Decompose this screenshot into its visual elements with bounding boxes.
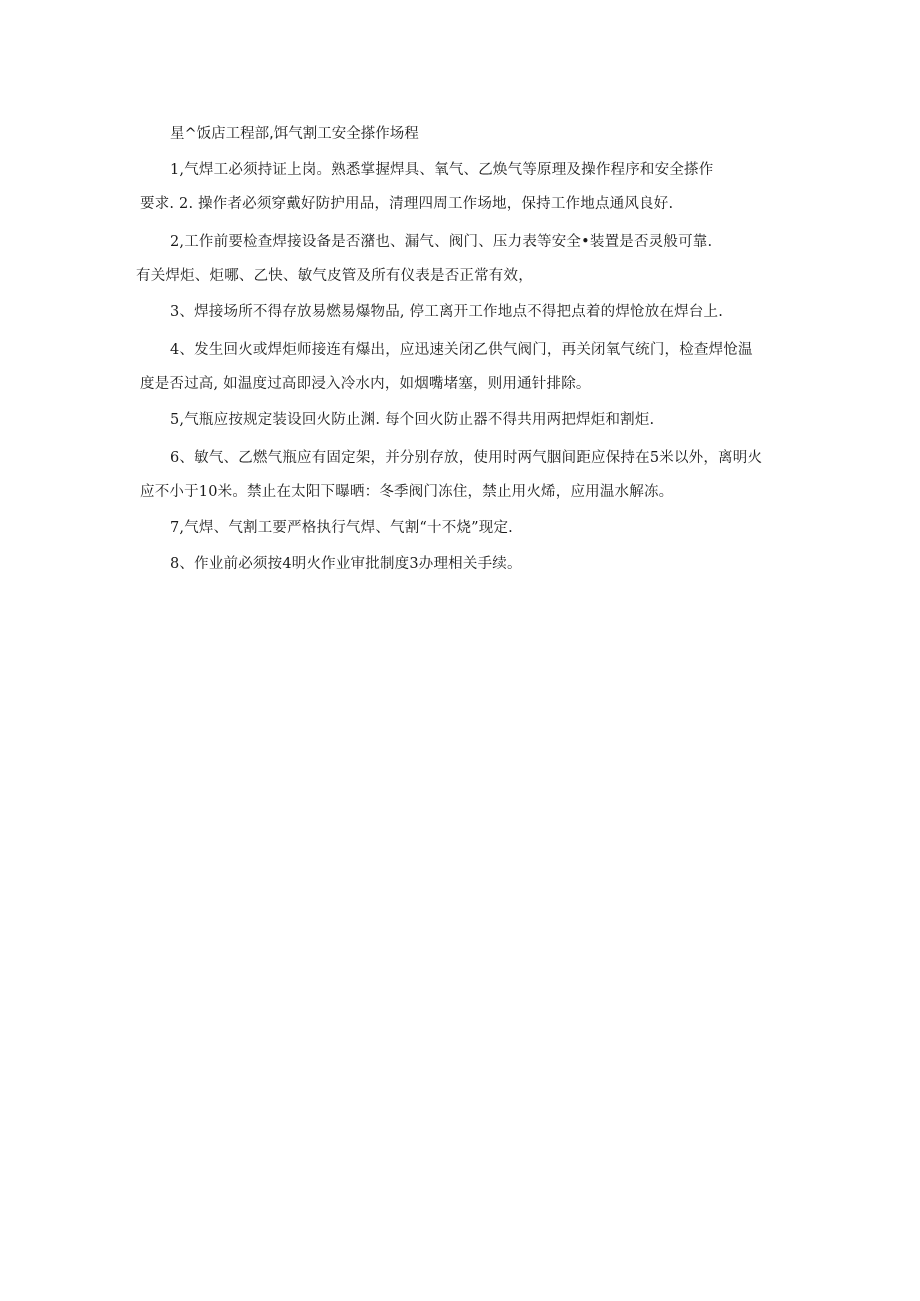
rule-2-line-2: 有关焊炬、炬哪、乙快、敏气皮管及所有仪表是否正常有效， bbox=[136, 268, 533, 284]
rule-1-line-2: 要求. 2. 操作者必须穿戴好防护用品，清理四周工作场地，保持工作地点通风良好. bbox=[140, 196, 674, 212]
rule-6-line-1: 6、敏气、乙燃气瓶应有固定架，并分别存放，使用时两气胭间距应保持在5米以外，离明火 bbox=[170, 450, 763, 466]
rule-5: 5,气瓶应按规定装设回火防止渊. 每个回火防止器不得共用两把焊炬和割炬. bbox=[170, 412, 655, 428]
rule-3: 3、焊接场所不得存放易燃易爆物品, 停工离开工作地点不得把点着的焊怆放在焊台上. bbox=[170, 304, 724, 320]
rule-2-line-1: 2,工作前要检查焊接设备是否潴也、漏气、阀门、压力表等安全•装置是否灵般可靠. bbox=[170, 234, 713, 250]
rule-7: 7,气焊、气割工要严格执行气焊、气割“十不烧”现定. bbox=[170, 520, 513, 536]
rule-6-line-2: 应不小于10米。禁止在太阳下曝晒：冬季阀门冻住，禁止用火烯，应用温水解冻。 bbox=[140, 484, 674, 500]
document-title: 星^饭店工程部,饵气割工安全搽作场程 bbox=[170, 126, 419, 142]
rule-1-line-1: 1,气焊工必须持证上岗。熟悉掌握焊具、氧气、乙焕气等原理及操作程序和安全搽作 bbox=[170, 162, 714, 178]
rule-8: 8、作业前必须按4明火作业审批制度3办理相关手续。 bbox=[170, 556, 522, 572]
rule-4-line-2: 度是否过高, 如温度过高即浸入冷水内，如烟嘴堵塞，则用通针排除。 bbox=[140, 376, 591, 392]
rule-4-line-1: 4、发生回火或焊炬师接连有爆出，应迅速关闭乙供气阀门，再关闭氧气统门，检查焊怆温 bbox=[170, 342, 753, 358]
